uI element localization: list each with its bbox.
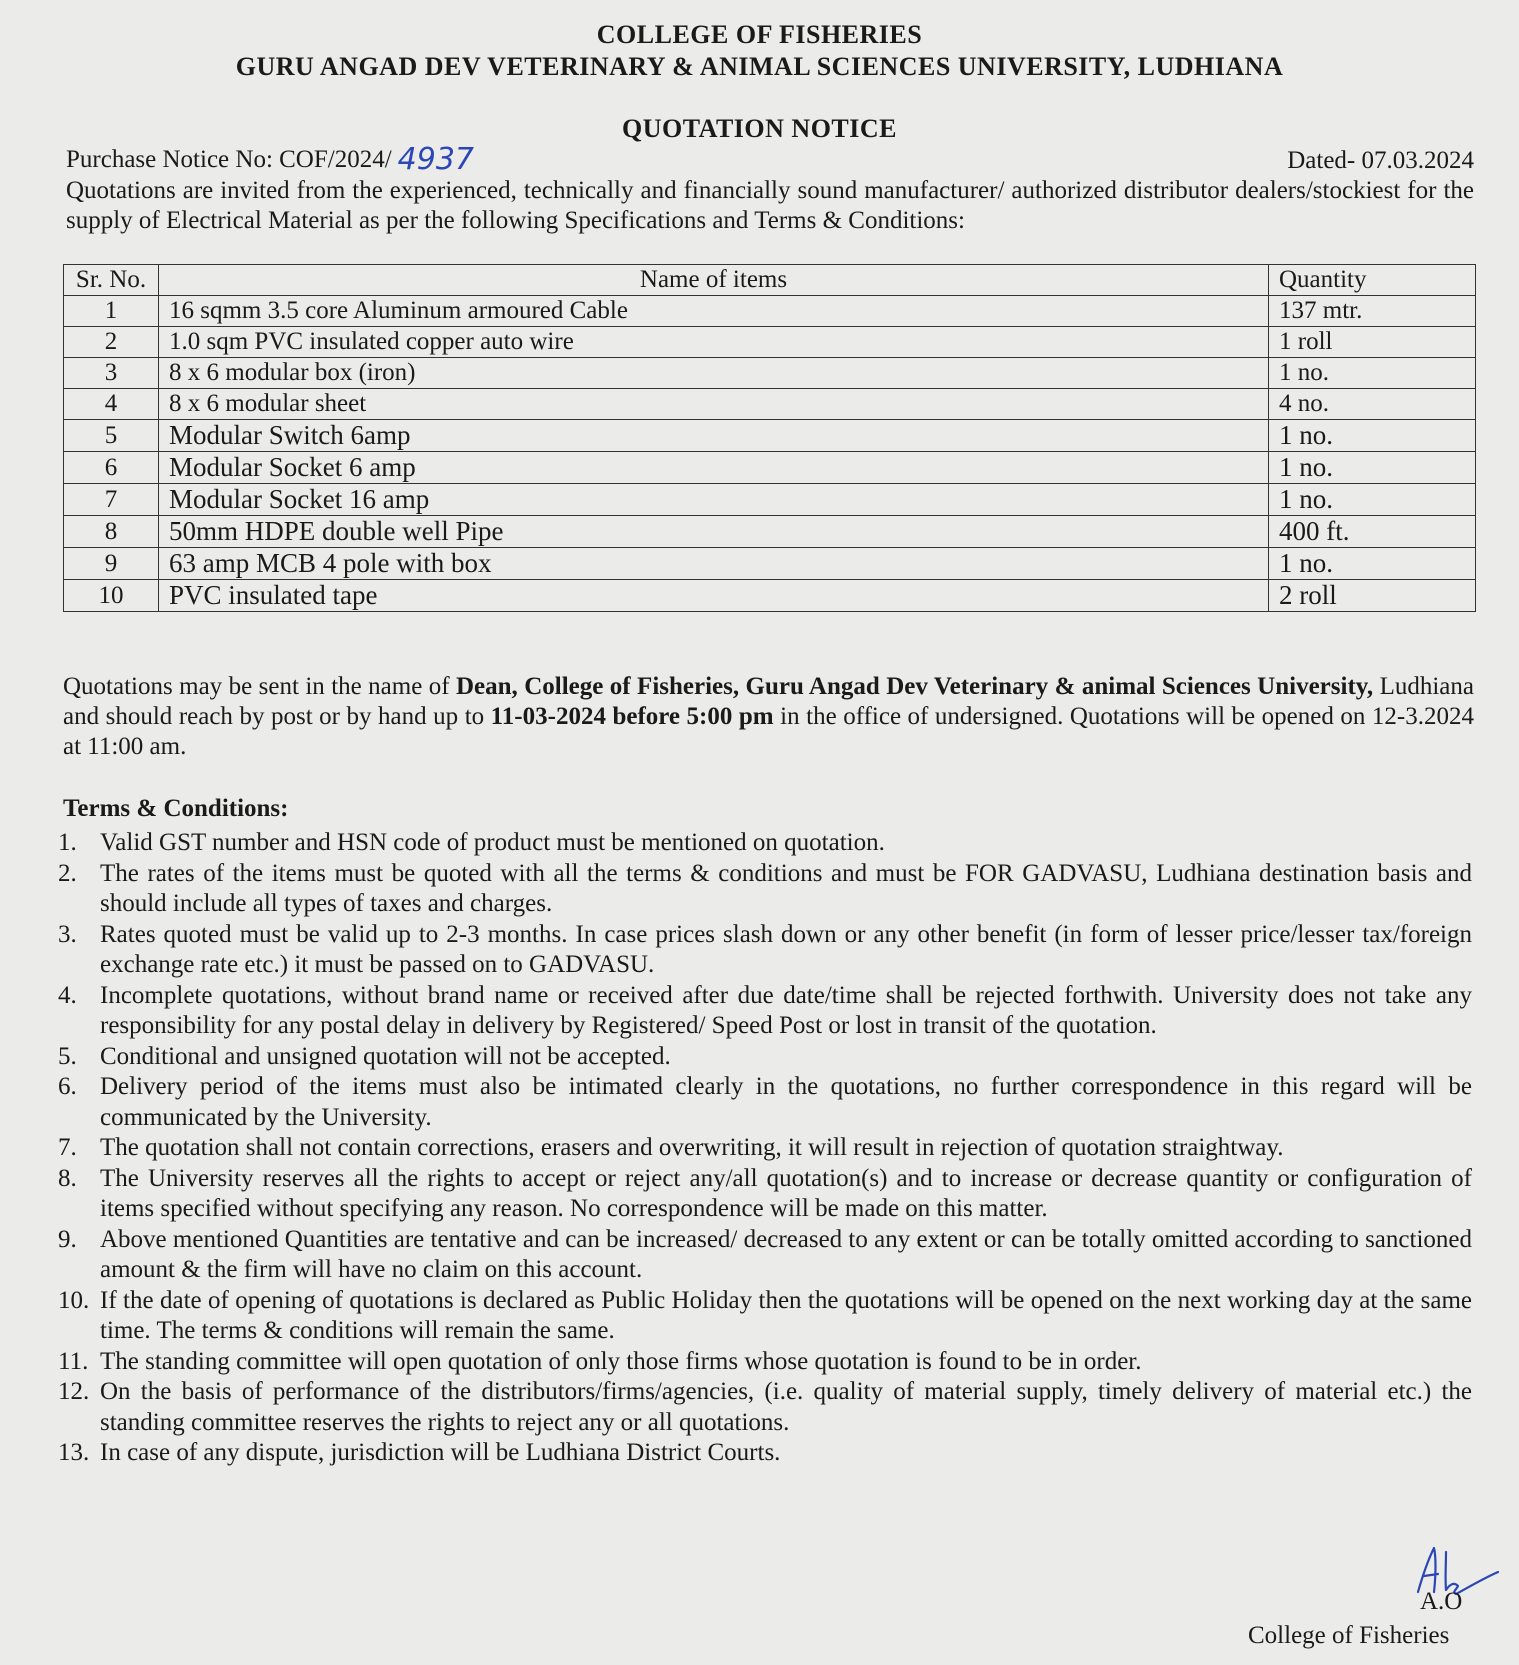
cell-sr: 3: [64, 358, 159, 389]
table-row: [64, 358, 1476, 389]
cell-item-name: 16 sqmm 3.5 core Aluminum armoured Cable: [159, 296, 1269, 327]
cell-item-name: Modular Socket 16 amp: [159, 484, 1269, 516]
terms-heading: Terms & Conditions:: [63, 795, 289, 822]
signatory-designation: A.O: [1420, 1588, 1463, 1615]
cell-item-name: 8 x 6 modular sheet: [159, 389, 1269, 420]
term-number: 13.: [58, 1439, 90, 1466]
cell-sr: 2: [64, 327, 159, 358]
term-text: In case of any dispute, jurisdiction will be Ludhiana District Courts.: [100, 1439, 781, 1466]
purchase-notice-number: [66, 140, 474, 175]
university-name: GURU ANGAD DEV VETERINARY & ANIMAL SCIENCES UNIVERSITY, LUDHIANA: [235, 52, 1284, 81]
list-item: [58, 1133, 1472, 1164]
list-item: [58, 1042, 1472, 1073]
term-text: Incomplete quotations, without brand name or received after due date/time shall be rejected forthwith. University does not take any responsibility for any postal delay in delivery by Registered/ Speed Post or lost in transit of the quotation.: [100, 981, 1472, 1039]
term-text: Conditional and unsigned quotation will not be accepted.: [100, 1042, 671, 1070]
submission-paragraph: [63, 672, 1474, 762]
cell-item-name: PVC insulated tape: [159, 580, 1269, 612]
header-sr-no: Sr. No.: [64, 265, 159, 296]
list-item: [58, 1377, 1472, 1438]
cell-quantity: 2 roll: [1269, 580, 1476, 612]
list-item: [58, 1438, 1472, 1469]
term-number: 12.: [58, 1378, 90, 1405]
term-number: 6.: [58, 1073, 77, 1100]
table-row: [64, 296, 1476, 327]
term-number: 4.: [58, 981, 77, 1009]
cell-quantity: 400 ft.: [1269, 516, 1476, 548]
term-number: 9.: [58, 1225, 77, 1253]
term-text: Rates quoted must be valid up to 2-3 months. In case prices slash down or any other benefit (in form of lesser price/lesser tax/foreign exchange rate etc.) it must be passed on to GADVASU.: [100, 920, 1472, 978]
table-row: [64, 327, 1476, 358]
handwritten-notice-number: 4937: [397, 142, 475, 177]
terms-list: [58, 828, 1472, 1469]
cell-quantity: 1 no.: [1269, 548, 1476, 580]
signatory-office: College of Fisheries: [1248, 1622, 1450, 1649]
cell-item-name: 63 amp MCB 4 pole with box: [159, 548, 1269, 580]
cell-quantity: 4 no.: [1269, 389, 1476, 420]
cell-item-name: 8 x 6 modular box (iron): [159, 358, 1269, 389]
term-text: The standing committee will open quotation of only those firms whose quotation is found to be in order.: [100, 1347, 1142, 1375]
list-item: [58, 859, 1472, 920]
submission-deadline: 11-03-2024 before 5:00 pm: [490, 703, 774, 730]
term-number: 8.: [58, 1164, 77, 1192]
term-text: If the date of opening of quotations is declared as Public Holiday then the quotations will be opened on the next working day at the same time. The terms & conditions will remain the same.: [100, 1286, 1472, 1344]
term-number: 7.: [58, 1134, 77, 1161]
term-text: Delivery period of the items must also be intimated clearly in the quotations, no further correspondence in this regard will be communicated by the University.: [100, 1073, 1472, 1131]
term-number: 3.: [58, 920, 77, 948]
submission-text: Quotations may be sent in the name of: [63, 673, 456, 700]
submission-addressee: Dean, College of Fisheries, Guru Angad Dev Veterinary & animal Sciences University,: [456, 673, 1374, 700]
term-number: 5.: [58, 1042, 77, 1070]
cell-item-name: 50mm HDPE double well Pipe: [159, 516, 1269, 548]
table-row: [64, 516, 1476, 548]
college-name: COLLEGE OF FISHERIES: [596, 20, 923, 49]
cell-item-name: Modular Switch 6amp: [159, 420, 1269, 452]
term-text: The quotation shall not contain corrections, erasers and overwriting, it will result in rejection of quotation straightway.: [100, 1134, 1284, 1161]
purchase-notice-label: Purchase Notice No: COF/2024/: [66, 146, 392, 173]
cell-sr: 9: [64, 548, 159, 580]
cell-sr: 4: [64, 389, 159, 420]
items-table: [63, 264, 1476, 612]
cell-quantity: 1 no.: [1269, 358, 1476, 389]
term-number: 2.: [58, 859, 77, 887]
cell-quantity: 1 no.: [1269, 452, 1476, 484]
submission-text: Ludhiana and should reach by post or by hand up to: [63, 673, 1474, 730]
table-header-row: [64, 265, 1476, 296]
cell-sr: 5: [64, 420, 159, 452]
term-number: 10.: [58, 1286, 90, 1314]
term-text: Valid GST number and HSN code of product must be mentioned on quotation.: [100, 829, 885, 856]
list-item: [58, 981, 1472, 1042]
submission-text: in the office of undersigned. Quotations will be opened on 12-3.2024 at 11:00 am.: [63, 703, 1474, 760]
list-item: [58, 920, 1472, 981]
table-row: [64, 548, 1476, 580]
table-row: [64, 452, 1476, 484]
term-number: 11.: [58, 1347, 89, 1375]
list-item: [58, 1286, 1472, 1347]
cell-item-name: Modular Socket 6 amp: [159, 452, 1269, 484]
term-text: On the basis of performance of the distributors/firms/agencies, (i.e. quality of material supply, timely delivery of material etc.) the standing committee reserves the rights to reject any or all quotations.: [100, 1378, 1472, 1436]
header-quantity: Quantity: [1269, 265, 1476, 296]
cell-sr: 10: [64, 580, 159, 612]
cell-sr: 8: [64, 516, 159, 548]
cell-quantity: 1 no.: [1269, 484, 1476, 516]
list-item: [58, 828, 1472, 859]
cell-item-name: 1.0 sqm PVC insulated copper auto wire: [159, 327, 1269, 358]
cell-sr: 7: [64, 484, 159, 516]
page-title: QUOTATION NOTICE: [621, 114, 898, 143]
cell-quantity: 1 roll: [1269, 327, 1476, 358]
term-text: The rates of the items must be quoted with all the terms & conditions and must be FOR GADVASU, Ludhiana destination basis and should include all types of taxes and charges.: [100, 859, 1472, 917]
cell-quantity: 1 no.: [1269, 420, 1476, 452]
table-row: [64, 420, 1476, 452]
table-row: [64, 484, 1476, 516]
list-item: [58, 1072, 1472, 1133]
header-item-name: Name of items: [159, 265, 1269, 296]
term-text: Above mentioned Quantities are tentative and can be increased/ decreased to any extent or can be totally omitted according to sanctioned amount & the firm will have no claim on this account.: [100, 1225, 1472, 1283]
cell-sr: 1: [64, 296, 159, 327]
term-text: The University reserves all the rights to accept or reject any/all quotation(s) and to increase or decrease quantity or configuration of items specified without specifying any reason. No correspondence will be made on this matter.: [100, 1164, 1472, 1222]
list-item: [58, 1164, 1472, 1225]
list-item: [58, 1225, 1472, 1286]
table-row: [64, 389, 1476, 420]
list-item: [58, 1347, 1472, 1378]
term-number: 1.: [58, 829, 77, 856]
cell-sr: 6: [64, 452, 159, 484]
cell-quantity: 137 mtr.: [1269, 296, 1476, 327]
notice-date: Dated- 07.03.2024: [1287, 147, 1474, 174]
intro-paragraph: Quotations are invited from the experienced, technically and financially sound manufacturer/ authorized distributor dealers/stockiest for the supply of Electrical Material as per the following Specifications and Terms & Conditions:: [66, 177, 1474, 234]
table-row: [64, 580, 1476, 612]
